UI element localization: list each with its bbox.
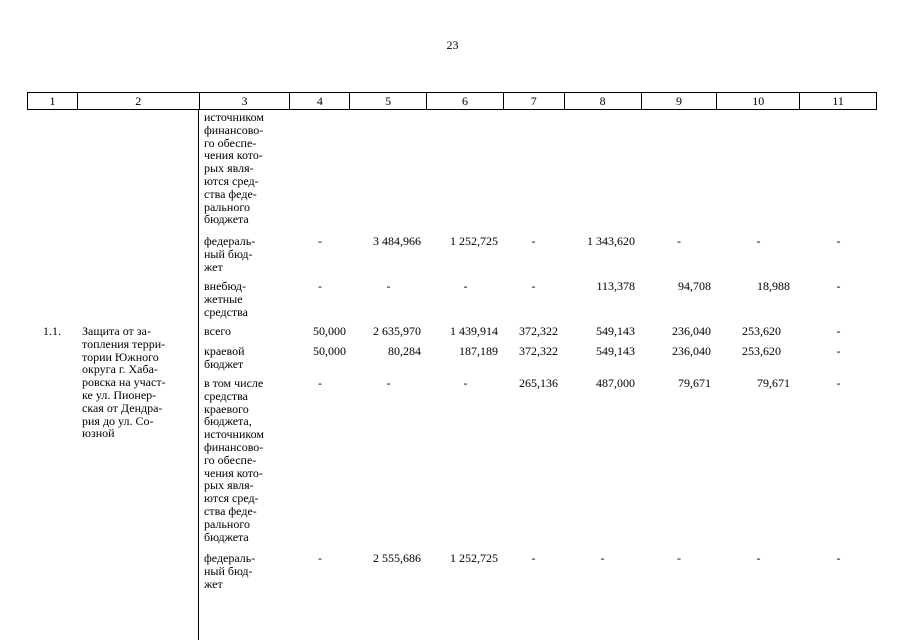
value-cell: 236,040 — [672, 344, 711, 358]
value-cell: - — [836, 376, 841, 390]
value-cell: 187,189 — [459, 344, 498, 358]
value-cell: 80,284 — [388, 344, 421, 358]
value-cell: 1 439,914 — [450, 324, 498, 338]
value-cell: - — [677, 551, 681, 565]
value-cell: - — [318, 234, 322, 248]
source-cell: федераль- ный бюд- жет — [204, 551, 256, 591]
page-number: 23 — [446, 38, 459, 52]
value-cell: 487,000 — [596, 376, 635, 390]
value-cell: 113,378 — [596, 279, 635, 293]
value-cell: 2 555,686 — [373, 551, 421, 565]
value-cell: - — [386, 376, 391, 390]
header-col-4: 4 — [289, 93, 349, 109]
value-cell: - — [531, 551, 536, 565]
value-cell: 2 635,970 — [373, 324, 421, 338]
source-cell: источником финансово- го обеспе- чения кото- рых явля- ются сред- ства феде- рального бюджета — [204, 110, 264, 227]
value-cell: 253,620 — [742, 344, 781, 358]
value-cell: - — [531, 279, 536, 293]
value-cell: 1 343,620 — [587, 234, 635, 248]
source-cell: всего — [204, 324, 232, 338]
value-cell: - — [531, 234, 536, 248]
value-cell: - — [463, 376, 468, 390]
value-cell: - — [318, 376, 322, 390]
value-cell: 236,040 — [672, 324, 711, 338]
item-name: Защита от за- топления терри- тории Южного округа г. Хаба- ровска на участ- ке ул. Пионер- ская от Дендра- рия до ул. Со- юзной — [82, 324, 166, 441]
value-cell: - — [463, 279, 468, 293]
value-cell: - — [756, 551, 761, 565]
value-cell: 79,671 — [757, 376, 790, 390]
value-cell: 372,322 — [519, 324, 558, 338]
value-cell: - — [386, 279, 391, 293]
source-cell: федераль- ный бюд- жет — [204, 234, 256, 274]
header-col-5: 5 — [349, 93, 426, 109]
source-cell: краевой бюджет — [204, 344, 245, 371]
value-cell: 1 252,725 — [450, 234, 498, 248]
value-cell: 50,000 — [313, 324, 346, 338]
value-cell: 3 484,966 — [373, 234, 421, 248]
value-cell: 94,708 — [678, 279, 711, 293]
value-cell: - — [836, 324, 841, 338]
value-cell: - — [836, 344, 841, 358]
value-cell: - — [756, 234, 761, 248]
value-cell: 1 252,725 — [450, 551, 498, 565]
header-col-7: 7 — [503, 93, 564, 109]
source-cell: в том числе средства краевого бюджета, источником финансово- го обеспе- чения кото- рых явля- ются сред- ства феде- рального бюджета — [204, 376, 264, 544]
header-col-10: 10 — [716, 93, 799, 109]
item-number: 1.1. — [43, 324, 61, 338]
value-cell: - — [318, 551, 322, 565]
table-header — [27, 92, 877, 110]
value-cell: 549,143 — [596, 344, 635, 358]
value-cell: 549,143 — [596, 324, 635, 338]
value-cell: - — [677, 234, 681, 248]
header-col-2: 2 — [77, 93, 199, 109]
column-divider — [198, 110, 199, 640]
value-cell: - — [836, 279, 841, 293]
header-col-9: 9 — [641, 93, 717, 109]
value-cell: - — [836, 551, 841, 565]
value-cell: 253,620 — [742, 324, 781, 338]
value-cell: 50,000 — [313, 344, 346, 358]
value-cell: 79,671 — [678, 376, 711, 390]
value-cell: 372,322 — [519, 344, 558, 358]
value-cell: - — [836, 234, 841, 248]
value-cell: - — [318, 279, 322, 293]
header-col-3: 3 — [199, 93, 290, 109]
value-cell: 265,136 — [519, 376, 558, 390]
header-col-6: 6 — [426, 93, 503, 109]
value-cell: - — [600, 551, 605, 565]
header-col-11: 11 — [799, 93, 876, 109]
value-cell: 18,988 — [757, 279, 790, 293]
header-col-1: 1 — [49, 94, 56, 108]
header-col-8: 8 — [564, 93, 641, 109]
source-cell: внебюд- жетные средства — [204, 279, 249, 319]
